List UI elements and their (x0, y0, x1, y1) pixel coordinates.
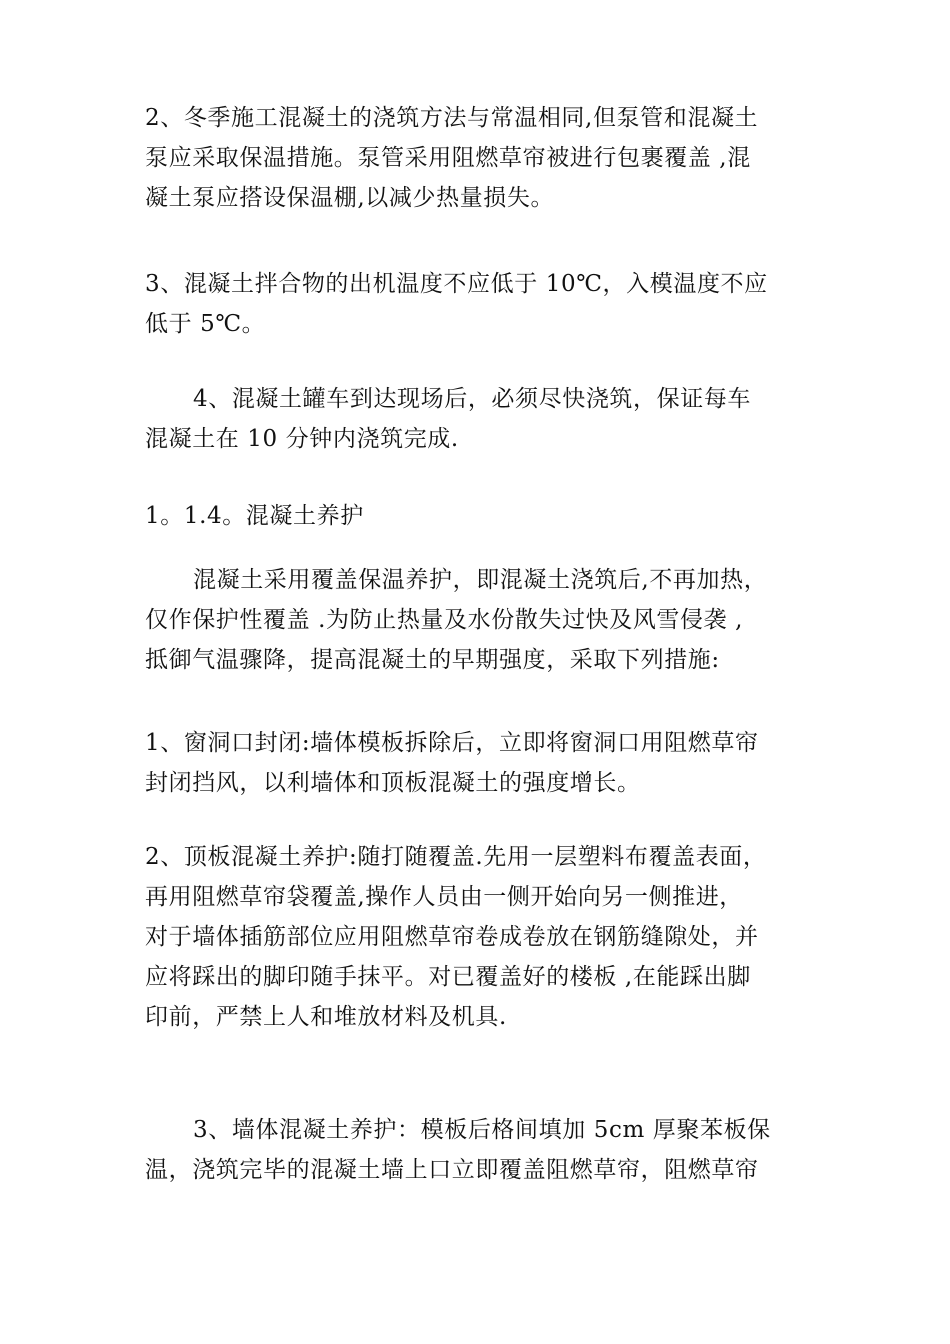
text-line: 低于 5℃。 (145, 311, 266, 337)
text-line: 2、冬季施工混凝土的浇筑方法与常温相同,但泵管和混凝土 (145, 105, 759, 131)
paragraph-temperature (145, 264, 810, 344)
paragraph-curing-intro (145, 560, 810, 680)
text-line: 印前，严禁上人和堆放材料及机具. (145, 1004, 507, 1030)
text-line: 温，浇筑完毕的混凝土墙上口立即覆盖阻燃草帘，阻燃草帘 (145, 1157, 759, 1183)
text-line: 封闭挡风，以利墙体和顶板混凝土的强度增长。 (145, 770, 641, 796)
text-line: 泵应采取保温措施。泵管采用阻燃草帘被进行包裹覆盖 ,混 (145, 145, 751, 171)
paragraph-pouring-method (145, 98, 810, 218)
paragraph-roof-slab-curing (145, 837, 810, 1037)
heading-text: 1。1.4。混凝土养护 (145, 503, 364, 529)
text-line: 3、墙体混凝土养护：模板后格间填加 5cm 厚聚苯板保 (193, 1117, 771, 1143)
text-line: 应将踩出的脚印随手抹平。对已覆盖好的楼板 ,在能踩出脚 (145, 964, 751, 990)
text-line: 混凝土在 10 分钟内浇筑完成. (145, 426, 459, 452)
text-line: 混凝土采用覆盖保温养护，即混凝土浇筑后,不再加热， (193, 567, 768, 593)
text-line: 4、混凝土罐车到达现场后，必须尽快浇筑，保证每车 (193, 386, 752, 412)
text-line: 1、窗洞口封闭:墙体模板拆除后，立即将窗洞口用阻燃草帘 (145, 730, 759, 756)
paragraph-window-sealing (145, 723, 810, 803)
text-line: 2、顶板混凝土养护:随打随覆盖.先用一层塑料布覆盖表面， (145, 844, 767, 870)
text-line: 抵御气温骤降，提高混凝土的早期强度，采取下列措施: (145, 647, 720, 673)
text-line: 凝土泵应搭设保温棚,以减少热量损失。 (145, 185, 555, 211)
text-line: 仅作保护性覆盖 .为防止热量及水份散失过快及风雪侵袭 , (145, 607, 744, 633)
section-heading (145, 496, 810, 536)
text-line: 3、混凝土拌合物的出机温度不应低于 10℃，入模温度不应 (145, 271, 768, 297)
text-line: 再用阻燃草帘袋覆盖,操作人员由一侧开始向另一侧推进， (145, 884, 743, 910)
paragraph-wall-curing (145, 1110, 810, 1190)
text-line: 对于墙体插筋部位应用阻燃草帘卷成卷放在钢筋缝隙处，并 (145, 924, 759, 950)
paragraph-tanker (145, 379, 810, 459)
